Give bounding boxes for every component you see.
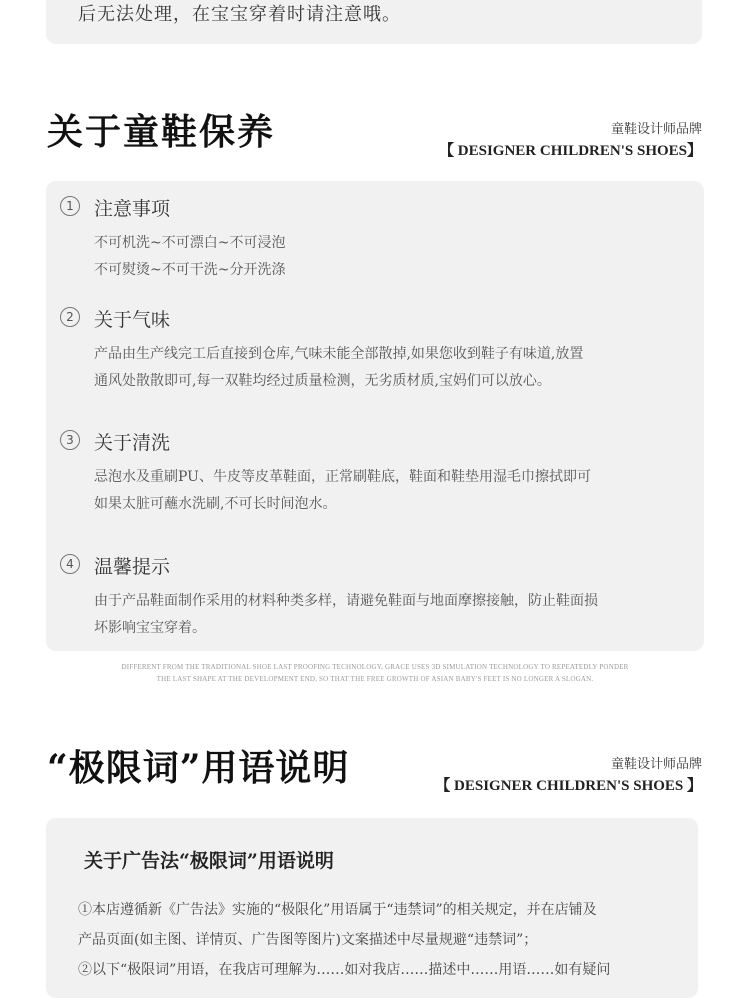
ad-law-card	[46, 818, 698, 998]
care-item-body	[94, 588, 598, 642]
care-brand-block	[439, 118, 702, 160]
care-item-body	[94, 341, 583, 395]
ad-law-line: 产品页面(如主图、详情页、广告图等图片)文案描述中尽量规避“违禁词”；	[78, 932, 538, 948]
care-item-body	[94, 230, 285, 284]
item-number-badge: 1	[60, 196, 80, 216]
ad-law-card-body	[78, 895, 678, 985]
caption-line: DIFFERENT FROM THE TRADITIONAL SHOE LAST PROOFING TECHNOLOGY, GRACE USES 3D SIMULATION TECHNOLOGY TO REPEATEDLY PONDER	[121, 663, 629, 671]
terms-brand-cn: 童鞋设计师品牌	[610, 756, 702, 771]
item-number-badge: 4	[60, 554, 80, 574]
care-item-title: 关于清洗	[94, 432, 171, 454]
care-item-line: 忌泡水及重刷PU、牛皮等皮革鞋面，正常刷鞋底，鞋面和鞋垫用湿毛巾擦拭即可	[94, 469, 591, 485]
item-number-badge: 2	[60, 307, 80, 327]
care-item-line: 不可机洗~不可漂白~不可浸泡	[94, 235, 286, 251]
care-item-line: 坏影响宝宝穿着。	[94, 620, 206, 636]
ad-law-card-title: 关于广告法“极限词”用语说明	[84, 850, 334, 872]
terms-brand-en: 【 DESIGNER CHILDREN'S SHOES 】	[435, 778, 702, 794]
care-item-body	[94, 464, 591, 518]
terms-brand-block	[435, 753, 702, 795]
item-number-badge: 3	[60, 430, 80, 450]
care-item-title: 注意事项	[94, 198, 171, 220]
care-item-line: 由于产品鞋面制作采用的材料种类多样，请避免鞋面与地面摩擦接触，防止鞋面损	[94, 593, 598, 609]
ad-law-line: ①本店遵循新《广告法》实施的“极限化”用语属于“违禁词”的相关规定，并在店铺及	[78, 902, 597, 918]
care-section-title: 关于童鞋保养	[47, 111, 276, 153]
top-note-text: 后无法处理，在宝宝穿着时请注意哦。	[78, 4, 401, 25]
top-note-card	[46, 0, 702, 44]
terms-section-title: “极限词”用语说明	[47, 747, 350, 789]
ad-law-line: ②以下“极限词”用语，在我店可理解为……如对我店……描述中……用语……如有疑问	[78, 962, 611, 978]
care-item-title: 温馨提示	[94, 556, 171, 578]
care-brand-en: 【 DESIGNER CHILDREN'S SHOES】	[439, 143, 702, 159]
care-item-title: 关于气味	[94, 309, 171, 331]
care-brand-cn: 童鞋设计师品牌	[610, 121, 702, 136]
care-instructions-card	[46, 181, 704, 651]
care-item-line: 通风处散散即可,每一双鞋均经过质量检测，无劣质材质,宝妈们可以放心。	[94, 373, 551, 389]
care-item-line: 不可熨烫~不可干洗~分开洗涤	[94, 262, 286, 278]
care-item-line: 产品由生产线完工后直接到仓库,气味未能全部散掉,如果您收到鞋子有味道,放置	[94, 346, 584, 362]
care-item-line: 如果太脏可蘸水洗刷,不可长时间泡水。	[94, 496, 337, 512]
english-caption	[0, 661, 750, 685]
caption-line: THE LAST SHAPE AT THE DEVELOPMENT END, SO THAT THE FREE GROWTH OF ASIAN BABY'S FEET IS NO LONGER A SLOGAN.	[156, 675, 594, 683]
